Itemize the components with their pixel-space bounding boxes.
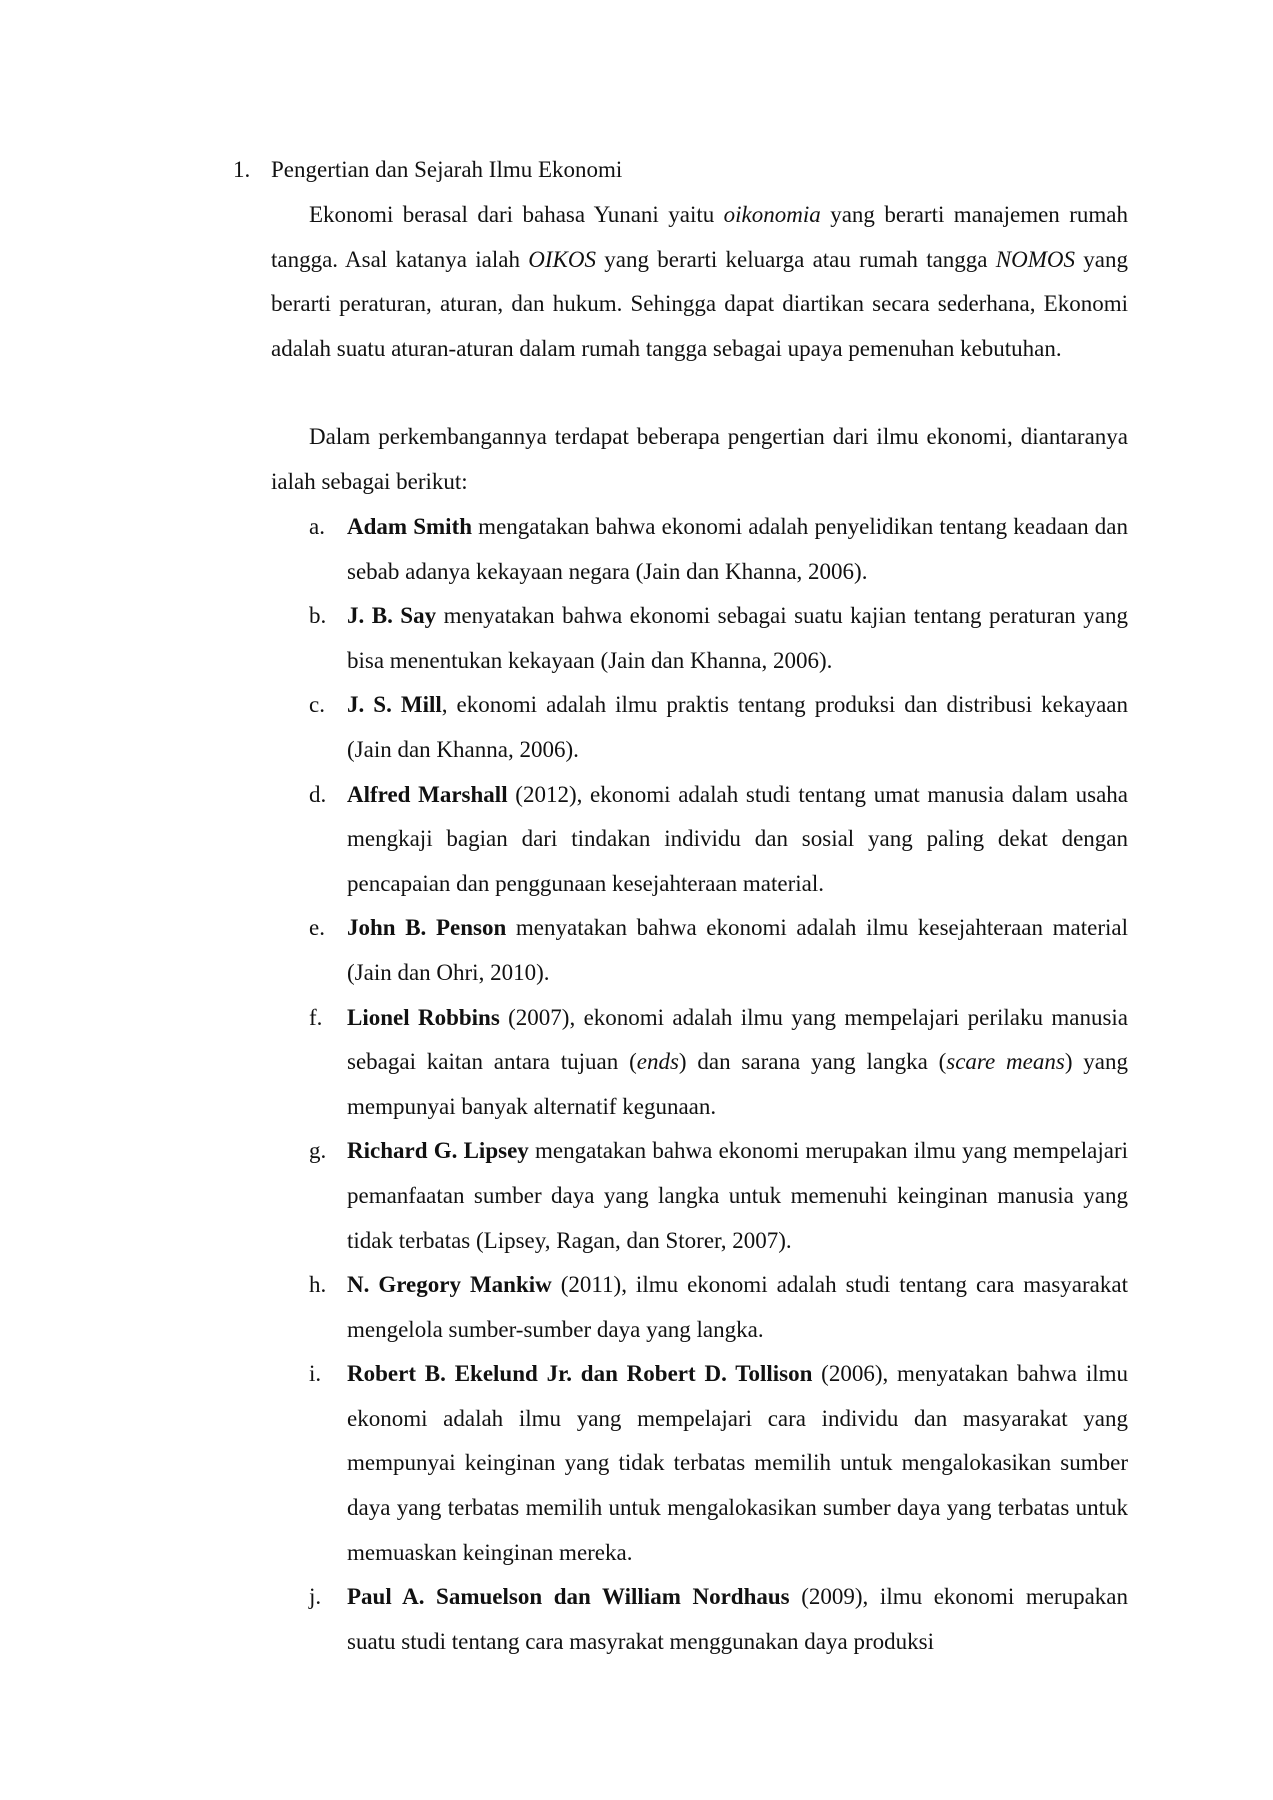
definition-text: (2011), ilmu ekonomi adalah studi tentang cara masyarakat mengelola sumber-sumber daya yang langka. xyxy=(347,1272,1128,1342)
list-item xyxy=(309,1575,1128,1664)
definition-text: (2012), ekonomi adalah studi tentang umat manusia dalam usaha mengkaji bagian dari tindakan individu dan sosial yang paling dekat dengan pencapaian dan penggunaan kesejahteraan material. xyxy=(347,781,1128,896)
italic-term: ends xyxy=(636,1049,679,1075)
text-run: yang berarti peraturan, aturan, dan hukum. Sehingga dapat diartikan secara sederhana, Ekonomi adalah suatu aturan-aturan dalam rumah tangga sebagai upaya pemenuhan kebutuhan. xyxy=(271,246,1128,361)
list-item xyxy=(309,683,1128,772)
author-name: N. Gregory Mankiw xyxy=(347,1272,552,1298)
list-item xyxy=(309,505,1128,594)
definition-text: (2006), menyatakan bahwa ilmu ekonomi adalah ilmu yang mempelajari cara individu dan masyarakat yang mempunyai keinginan yang tidak terbatas memilih untuk mengalokasikan sumber daya yang terbatas memilih untuk mengalokasikan sumber daya yang terbatas untuk memuaskan keinginan mereka. xyxy=(347,1361,1128,1565)
list-marker: f. xyxy=(309,1004,323,1030)
author-name: Paul A. Samuelson dan William Nordhaus xyxy=(347,1584,790,1610)
author-name: Robert B. Ekelund Jr. dan Robert D. Tollison xyxy=(347,1361,813,1387)
text-run: Dalam perkembangannya terdapat beberapa pengertian dari ilmu ekonomi, diantaranya ialah sebagai berikut: xyxy=(271,424,1128,494)
list-marker: a. xyxy=(309,514,325,539)
list-marker: i. xyxy=(309,1361,322,1387)
definition-text: menyatakan bahwa ekonomi sebagai suatu kajian tentang peraturan yang bisa menentukan kekayaan (Jain dan Khanna, 2006). xyxy=(347,603,1128,673)
definitions-intro-paragraph xyxy=(271,415,1128,504)
list-item xyxy=(309,1129,1128,1263)
section-number: 1. xyxy=(233,157,251,182)
list-marker: d. xyxy=(309,781,327,807)
text-run: Ekonomi berasal dari bahasa Yunani yaitu xyxy=(309,202,724,227)
definition-text: mengatakan bahwa ekonomi merupakan ilmu yang mempelajari pemanfaatan sumber daya yang langka untuk memenuhi keinginan manusia yang tidak terbatas (Lipsey, Ragan, dan Storer, 2007). xyxy=(347,1138,1128,1253)
author-name: Adam Smith xyxy=(347,514,473,539)
list-item xyxy=(309,996,1128,1130)
definition-text: ) dan sarana yang langka ( xyxy=(678,1049,947,1075)
definition-text: menyatakan bahwa ekonomi adalah ilmu kesejahteraan material (Jain dan Ohri, 2010). xyxy=(347,915,1129,985)
definition-text: ) yang mempunyai banyak alternatif kegunaan. xyxy=(347,1049,1128,1119)
intro-paragraph xyxy=(271,193,1128,371)
author-name: Lionel Robbins xyxy=(347,1004,500,1030)
italic-term: scare means xyxy=(946,1049,1065,1075)
section-title: Pengertian dan Sejarah Ilmu Ekonomi xyxy=(271,157,623,182)
definition-text: mengatakan bahwa ekonomi adalah penyelidikan tentang keadaan dan sebab adanya kekayaan negara (Jain dan Khanna, 2006). xyxy=(347,514,1128,584)
author-name: Alfred Marshall xyxy=(347,781,508,807)
definition-text: , ekonomi adalah ilmu praktis tentang produksi dan distribusi kekayaan (Jain dan Khanna, 2006). xyxy=(347,692,1128,762)
list-item xyxy=(309,1352,1128,1575)
definitions-list xyxy=(309,505,1128,1664)
definition-text: (2009), ilmu ekonomi merupakan suatu studi tentang cara masyrakat menggunakan daya produksi xyxy=(347,1584,1128,1654)
author-name: Richard G. Lipsey xyxy=(347,1138,529,1164)
author-name: John B. Penson xyxy=(347,915,507,941)
author-name: J. S. Mill xyxy=(347,692,442,718)
text-run: yang berarti manajemen rumah tangga. Asal katanya ialah xyxy=(271,202,1128,272)
list-marker: h. xyxy=(309,1272,327,1298)
italic-term: oikonomia xyxy=(723,202,821,227)
list-item xyxy=(309,906,1128,995)
italic-term: NOMOS xyxy=(995,246,1076,272)
author-name: J. B. Say xyxy=(347,603,437,629)
list-item xyxy=(309,1263,1128,1352)
italic-term: OIKOS xyxy=(528,246,596,272)
section-heading xyxy=(233,148,1133,193)
list-marker: c. xyxy=(309,692,325,718)
text-run: yang berarti keluarga atau rumah tangga xyxy=(596,246,996,272)
list-marker: g. xyxy=(309,1138,327,1164)
list-marker: e. xyxy=(309,915,325,941)
list-item xyxy=(309,773,1128,907)
definition-text: (2007), ekonomi adalah ilmu yang mempelajari perilaku manusia sebagai kaitan antara tujuan ( xyxy=(347,1004,1128,1075)
list-marker: b. xyxy=(309,603,327,629)
list-item xyxy=(309,594,1128,683)
list-marker: j. xyxy=(309,1584,322,1610)
